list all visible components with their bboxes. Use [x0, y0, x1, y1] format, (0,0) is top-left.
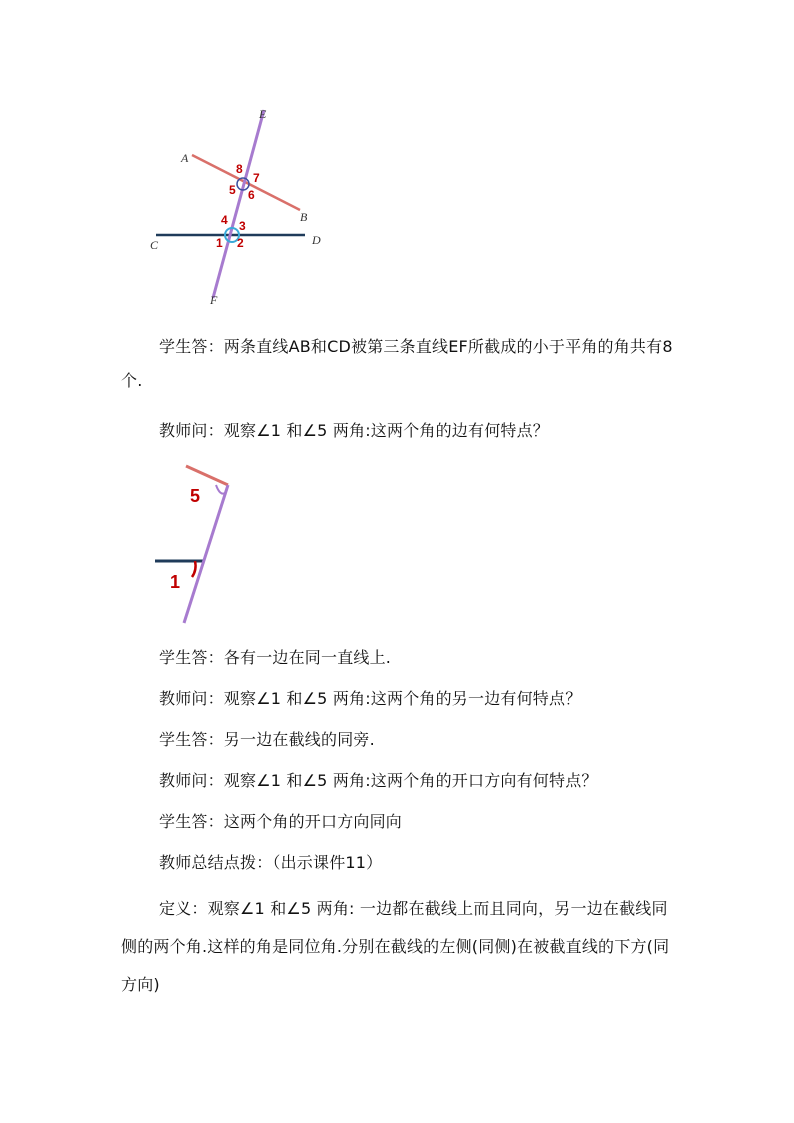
line-ef	[213, 110, 264, 298]
angle-label-4: 4	[221, 213, 228, 227]
angle-label-3: 3	[239, 219, 246, 233]
angle-label-6: 6	[248, 188, 255, 202]
angle-arc-5	[216, 485, 225, 494]
student-answer-direction: 学生答：这两个角的开口方向同向	[159, 812, 403, 831]
student-answer-same-line: 学生答：各有一边在同一直线上.	[159, 648, 392, 667]
point-f: F	[210, 293, 218, 307]
student-answer-count: 学生答：两条直线AB和CD被第三条直线EF所截成的小于平角的角共有8个.	[121, 337, 673, 390]
angle-label-7: 7	[253, 171, 260, 185]
transversal-figure	[140, 100, 340, 310]
teacher-question-other-side: 教师问：观察∠1 和∠5 两角:这两个角的另一边有何特点？	[159, 689, 582, 708]
angle-label-1: 1	[216, 236, 223, 250]
line-ab	[192, 155, 300, 210]
student-answer-same-side: 学生答：另一边在截线的同旁.	[159, 730, 375, 749]
angle-label-5: 5	[229, 183, 236, 197]
angle-label-8: 8	[236, 162, 243, 176]
teacher-summary: 教师总结点拨：（出示课件11）	[159, 853, 383, 872]
angle-label-2: 2	[237, 236, 244, 250]
angle-arc-1	[192, 561, 196, 577]
teacher-question-sides: 教师问：观察∠1 和∠5 两角:这两个角的边有何特点？	[159, 421, 550, 440]
angle-label-1-large: 1	[170, 572, 181, 592]
angle-label-5-large: 5	[190, 486, 201, 506]
point-d: D	[312, 233, 321, 247]
point-b: B	[300, 210, 308, 224]
point-a: A	[181, 151, 189, 165]
corresponding-angles-figure	[150, 460, 250, 630]
point-c: C	[150, 238, 159, 252]
point-e: E	[259, 107, 267, 121]
segment-top	[186, 466, 228, 485]
teacher-question-direction: 教师问：观察∠1 和∠5 两角:这两个角的开口方向有何特点？	[159, 771, 598, 790]
definition-paragraph: 定义：观察∠1 和∠5 两角: 一边都在截线上而且同向，另一边在截线同侧的两个角.这样的角是同位角.分别在截线的左侧(同侧)在被截直线的下方(同方向)	[121, 899, 670, 994]
